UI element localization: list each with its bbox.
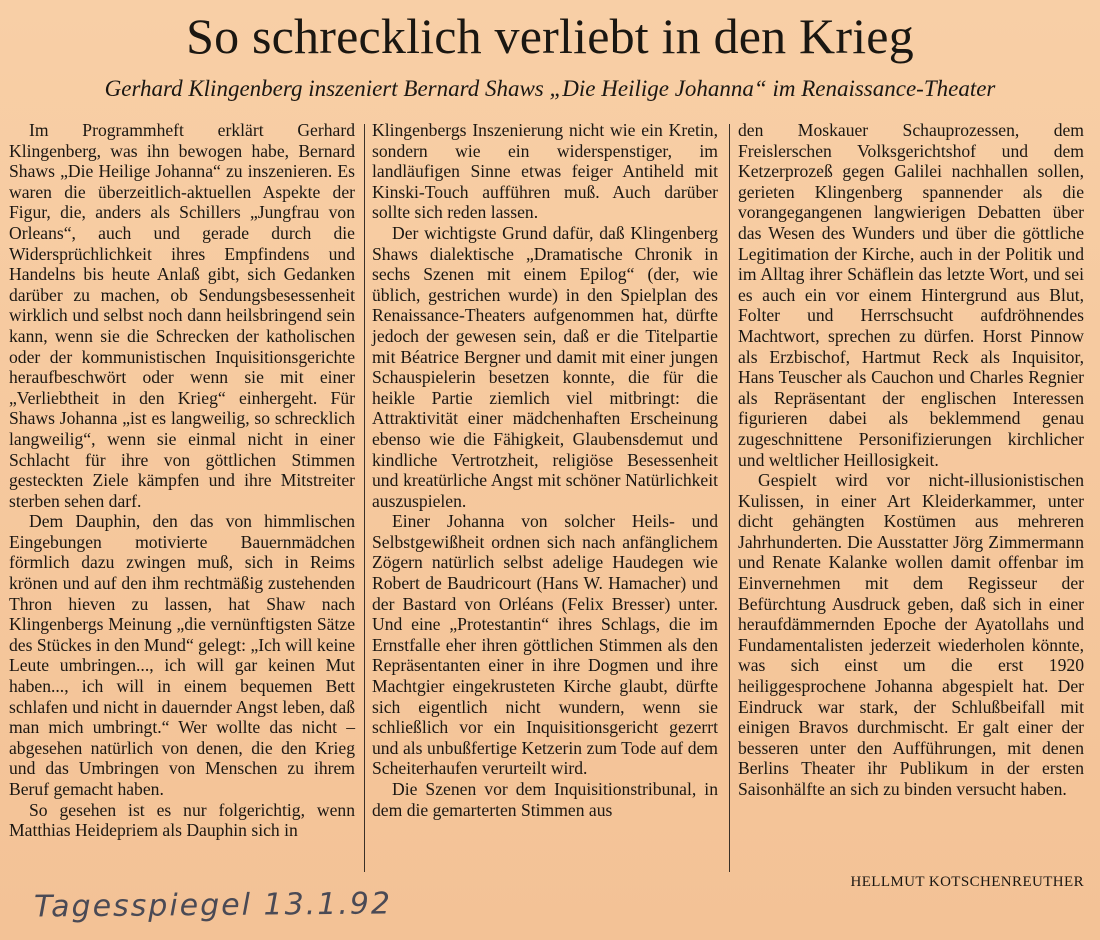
handwritten-source-note: Tagesspiegel 13.1.92 xyxy=(33,886,393,925)
paragraph: Gespielt wird vor nicht-illusionistischen Kulissen, in einer Art Kleiderkammer, unter dicht gehängten Kostümen aus mehreren Jahrhunderten. Die Ausstatter Jörg Zimmermann und Renate Kalanke wollen damit offenbar im Einvernehmen mit dem Regisseur der Befürchtung Ausdruck geben, daß sich in einer heraufdämmernden Epoche der Ayatollahs und Fundamentalisten jederzeit wiederholen könnte, was sich einst um die erst 1920 heiliggesprochene Johanna abgespielt hat. Der Eindruck war stark, der Schlußbeifall mit einigen Bravos durchmischt. Er galt einer der besseren unter den Aufführungen, mit denen Berlins Theater ihr Publikum in der ersten Saisonhälfte an sich zu binden versucht haben. xyxy=(738,470,1084,799)
paragraph: Die Szenen vor dem Inquisitionstribunal, in dem die gemarterten Stimmen aus xyxy=(372,779,718,820)
paragraph: Im Programmheft erklärt Gerhard Klingenberg, was ihn bewogen habe, Bernard Shaws „Die Heilige Johanna“ zu inszenieren. Es waren die überzeitlich-aktuellen Aspekte der Figur, die, anders als Schillers „Jungfrau von Orleans“, auch und gerade durch die Widersprüchlichkeit ihres Empfindens und Handelns bis heute Anlaß gibt, sich Gedanken darüber zu machen, ob Sendungsbesessenheit wirklich und selbst noch dann heilsbringend sein kann, wenn sie die Schrecken der katholischen oder der kommunistischen Inquisitionsgerichte heraufbeschwört oder wenn sie mit einer „Verliebtheit in den Krieg“ einhergeht. Für Shaws Johanna „ist es langweilig, so schrecklich langweilig“, wenn sie einmal nicht in einer Schlacht für ihre von göttlichen Stimmen gesteckten Ziele kämpfen und ihre Mitstreiter sterben sehen darf. xyxy=(9,120,355,511)
paragraph: Einer Johanna von solcher Heils- und Selbstgewißheit ordnen sich nach anfänglichem Zögern natürlich selbst adelige Haudegen wie Robert de Baudricourt (Hans W. Hamacher) und der Bastard von Orléans (Felix Bresser) unter. Und eine „Protestantin“ ihres Schlags, die im Ernstfalle eher ihren göttlichen Stimmen als den Repräsentanten einer in ihre Dogmen und ihre Machtgier eingekrusteten Kirche glaubt, dürfte sich eigentlich nicht wundern, wenn sie schließlich vor ein Inquisitionsgericht gezerrt und als unbußfertige Ketzerin zum Tode auf dem Scheiterhaufen verurteilt wird. xyxy=(372,511,718,779)
article-headline: So schrecklich verliebt in den Krieg xyxy=(186,8,914,64)
paragraph: Klingenbergs Inszenierung nicht wie ein Kretin, sondern wie ein widerspenstiger, im landläufigen Sinne etwas feiger Antiheld mit Kinski-Touch aufführen muß. Auch darüber sollte sich reden lassen. xyxy=(372,120,718,223)
column-divider xyxy=(364,124,365,872)
paragraph: So gesehen ist es nur folgerichtig, wenn Matthias Heidepriem als Dauphin sich in xyxy=(9,799,355,841)
article-column-2 xyxy=(372,120,718,820)
paragraph: Der wichtigste Grund dafür, daß Klingenberg Shaws dialektische „Dramatische Chronik in sechs Szenen mit einem Epilog“ (der, wie üblich, gestrichen wurde) in den Spielplan des Renaissance-Theaters aufgenommen hat, dürfte jedoch der gewesen sein, daß er die Titelpartie mit Béatrice Bergner und damit mit einer jungen Schauspielerin besetzen konnte, die für die heikle Partie ziemlich viel mitbringt: die Attraktivität einer mädchenhaften Erscheinung ebenso wie die Fähigkeit, Glaubensdemut und kindliche Vertrotzheit, religiöse Besessenheit und kreatürliche Angst mit schöner Natürlichkeit auszuspielen. xyxy=(372,222,718,511)
column-divider xyxy=(729,124,730,872)
article-column-3 xyxy=(738,120,1084,800)
article-subheadline: Gerhard Klingenberg inszeniert Bernard Shaws „Die Heilige Johanna“ im Renaissance-Theater xyxy=(104,76,996,101)
paragraph: den Moskauer Schauprozessen, dem Freislerschen Volksgerichtshof und dem Ketzerprozeß gegen Galilei nachhallen sollen, gerieten Klingenberg spannender als die vorangegangenen langwierigen Debatten über das Wesen des Wunders und über die göttliche Legitimation der Kirche, auch in der Politik und im Alltag ihrer Schäflein das letzte Wort, und sei es auch ein vor einem Hintergrund aus Blut, Folter und Herrschsucht aufdröhnendes Machtwort, sprechen zu dürfen. Horst Pinnow als Erzbischof, Hartmut Reck als Inquisitor, Hans Teuscher als Cauchon und Charles Regnier als Repräsentant der englischen Interessen figurieren dabei als beklemmend genau zugeschnittene Personifizierungen kirchlicher und weltlicher Heillosigkeit. xyxy=(738,120,1084,470)
article-column-1 xyxy=(9,120,355,841)
author-byline: HELLMUT KOTSCHENREUTHER xyxy=(850,874,1084,890)
paragraph: Dem Dauphin, den das von himmlischen Eingebungen motivierte Bauernmädchen förmlich dazu zwingen muß, sich in Reims krönen und auf den ihm rechtmäßig zustehenden Thron hieven zu lassen, hat Shaw nach Klingenbergs Meinung „die vernünftigsten Sätze des Stückes in den Mund“ gelegt: „Ich will keine Leute umbringen..., ich will gar keinen Mut haben..., ich will in einem bequemen Bett schlafen und nicht in dauernder Angst leben, daß man mich umbringt.“ Wer wollte das nicht – abgesehen natürlich von denen, die den Krieg und das Umbringen von Menschen zu ihrem Beruf gemacht haben. xyxy=(9,511,355,799)
